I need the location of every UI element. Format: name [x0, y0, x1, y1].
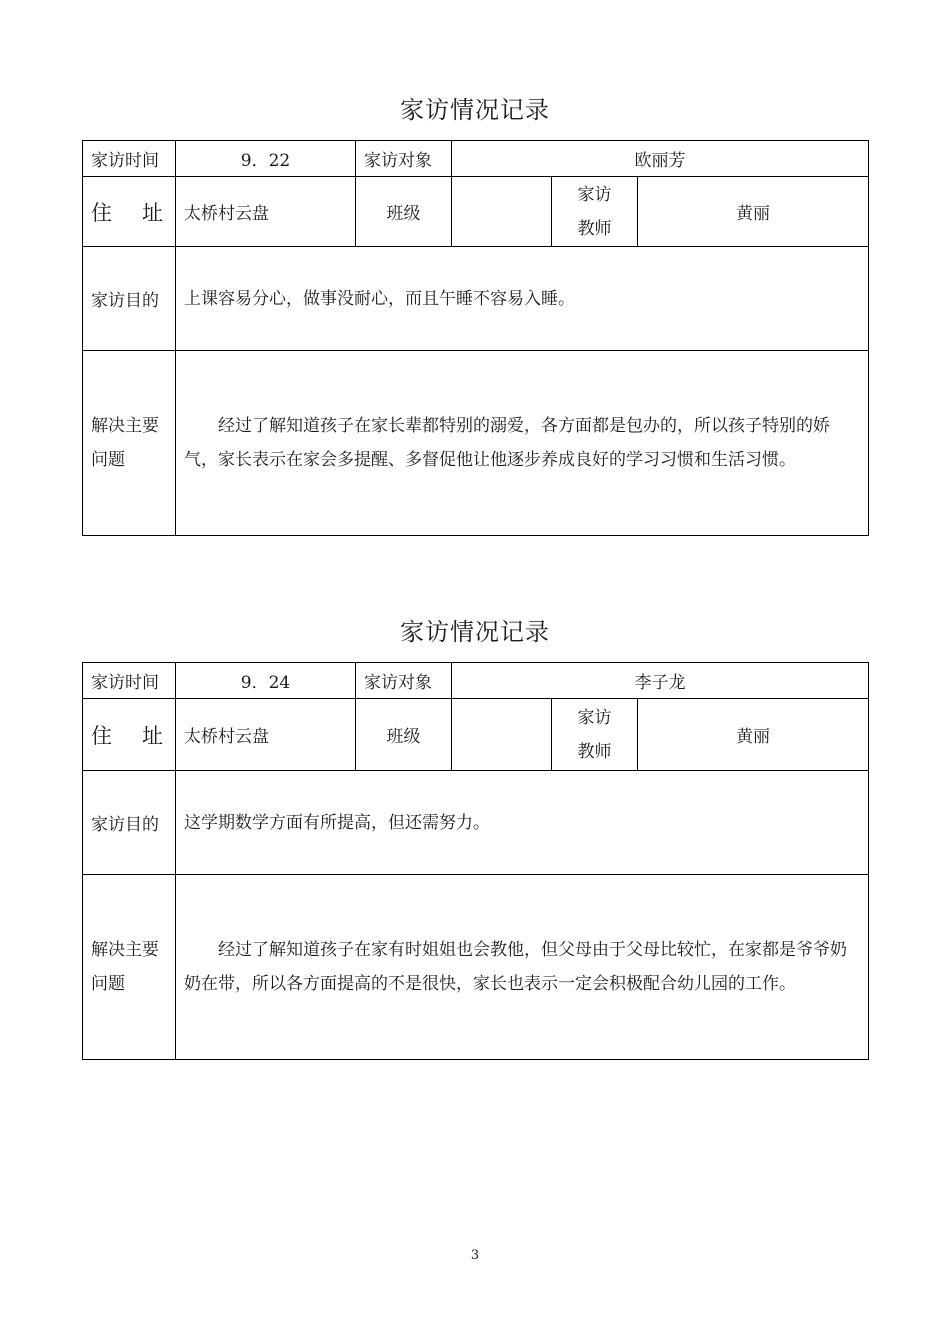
visit-record-2 [82, 614, 868, 1060]
address-value: 太桥村云盘 [176, 177, 356, 247]
page-number: 3 [470, 1248, 480, 1263]
visit-time-value: 9．24 [176, 663, 356, 699]
visit-table [82, 140, 869, 536]
visit-target-value: 欧丽芳 [452, 141, 869, 177]
purpose-value: 这学期数学方面有所提高，但还需努力。 [176, 771, 869, 875]
visit-time-value: 9．22 [176, 141, 356, 177]
class-label: 班级 [356, 699, 452, 771]
address-label: 住 址 [83, 177, 176, 247]
purpose-label: 家访目的 [83, 247, 176, 351]
record-title: 家访情况记录 [400, 618, 550, 646]
problem-label: 解决主要 问题 [83, 351, 176, 536]
visit-record-1 [82, 92, 868, 536]
visit-time-label: 家访时间 [83, 141, 176, 177]
teacher-value: 黄丽 [638, 177, 869, 247]
problem-value: 经过了解知道孩子在家有时姐姐也会教他，但父母由于父母比较忙，在家都是爷爷奶奶在带，所以各方面提高的不是很快，家长也表示一定会积极配合幼儿园的工作。 [176, 875, 869, 1060]
record-title: 家访情况记录 [400, 96, 550, 124]
problem-label: 解决主要 问题 [83, 875, 176, 1060]
visit-target-label: 家访对象 [356, 663, 452, 699]
class-value [452, 177, 552, 247]
class-label: 班级 [356, 177, 452, 247]
teacher-value: 黄丽 [638, 699, 869, 771]
visit-target-label: 家访对象 [356, 141, 452, 177]
address-value: 太桥村云盘 [176, 699, 356, 771]
teacher-label: 家访 教师 [552, 699, 638, 771]
class-value [452, 699, 552, 771]
visit-target-value: 李子龙 [452, 663, 869, 699]
visit-time-label: 家访时间 [83, 663, 176, 699]
visit-table [82, 662, 869, 1060]
address-label: 住 址 [83, 699, 176, 771]
purpose-label: 家访目的 [83, 771, 176, 875]
teacher-label: 家访 教师 [552, 177, 638, 247]
problem-value: 经过了解知道孩子在家长辈都特别的溺爱，各方面都是包办的，所以孩子特别的娇气，家长表示在家会多提醒、多督促他让他逐步养成良好的学习习惯和生活习惯。 [176, 351, 869, 536]
purpose-value: 上课容易分心，做事没耐心，而且午睡不容易入睡。 [176, 247, 869, 351]
